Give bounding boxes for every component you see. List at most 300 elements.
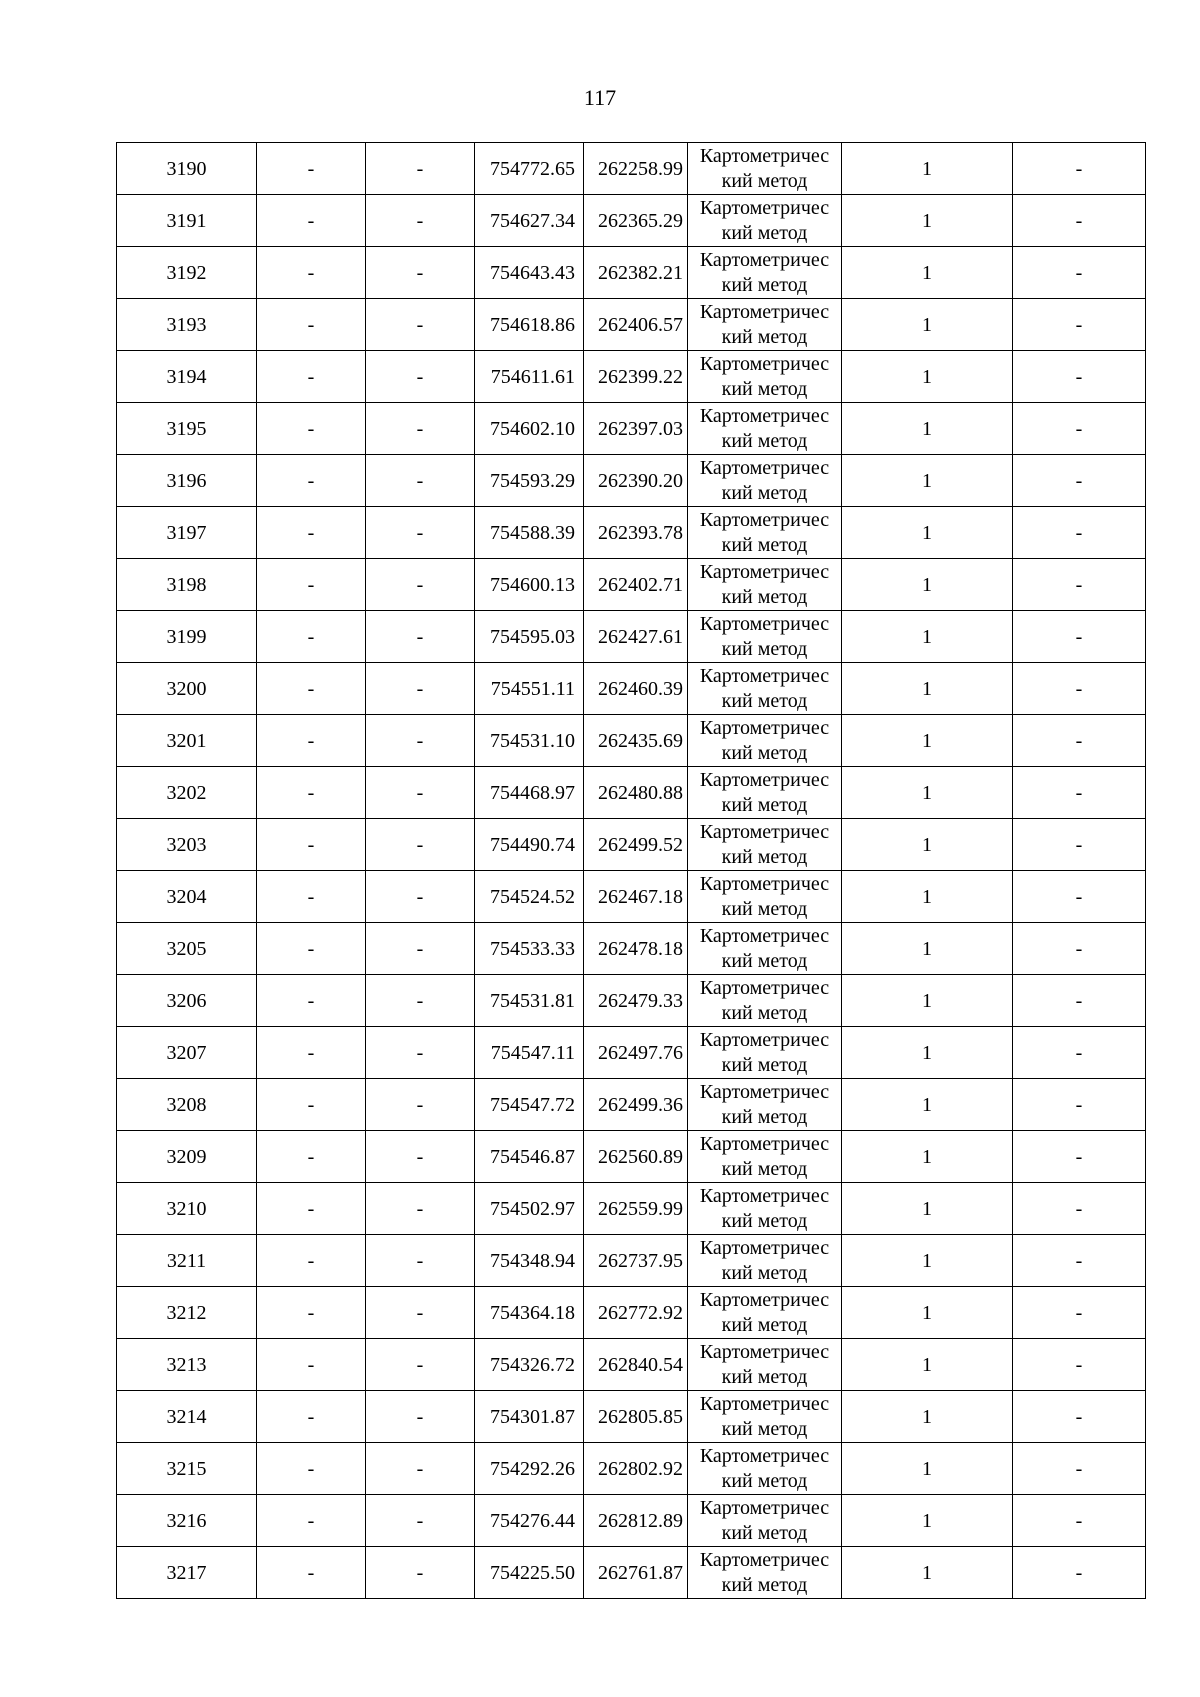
column-7-cell: 1 xyxy=(842,1495,1013,1547)
column-8-cell: - xyxy=(1013,299,1146,351)
column-3-cell: - xyxy=(366,1495,475,1547)
y-coordinate-cell: 262560.89 xyxy=(584,1131,688,1183)
method-text-line-2: кий метод xyxy=(721,170,808,192)
column-7-cell: 1 xyxy=(842,1339,1013,1391)
point-number-cell: 3216 xyxy=(117,1495,257,1547)
point-number-cell: 3192 xyxy=(117,247,257,299)
column-2-cell: - xyxy=(257,923,366,975)
method-text-line-2: кий метод xyxy=(721,950,808,972)
table-row xyxy=(117,559,1146,611)
method-text-line-1: Картометричес xyxy=(699,717,830,739)
column-8-cell: - xyxy=(1013,1183,1146,1235)
method-text-line-2: кий метод xyxy=(721,638,808,660)
x-coordinate-cell: 754600.13 xyxy=(475,559,584,611)
column-3-cell: - xyxy=(366,819,475,871)
column-3-cell: - xyxy=(366,351,475,403)
table-row xyxy=(117,715,1146,767)
method-text-line-1: Картометричес xyxy=(699,249,830,271)
column-8-cell: - xyxy=(1013,1547,1146,1599)
table-row xyxy=(117,455,1146,507)
table-row xyxy=(117,195,1146,247)
x-coordinate-cell: 754611.61 xyxy=(475,351,584,403)
method-cell xyxy=(688,1495,842,1547)
method-text-line-1: Картометричес xyxy=(699,1289,830,1311)
method-text-line-2: кий метод xyxy=(721,1054,808,1076)
method-cell xyxy=(688,767,842,819)
column-7-cell: 1 xyxy=(842,819,1013,871)
method-text-line-2: кий метод xyxy=(721,690,808,712)
method-text-line-1: Картометричес xyxy=(699,457,830,479)
method-text-line-2: кий метод xyxy=(721,1262,808,1284)
y-coordinate-cell: 262258.99 xyxy=(584,143,688,195)
method-text-line-1: Картометричес xyxy=(699,405,830,427)
x-coordinate-cell: 754225.50 xyxy=(475,1547,584,1599)
y-coordinate-cell: 262805.85 xyxy=(584,1391,688,1443)
column-7-cell: 1 xyxy=(842,1235,1013,1287)
method-cell xyxy=(688,871,842,923)
column-2-cell: - xyxy=(257,143,366,195)
column-7-cell: 1 xyxy=(842,871,1013,923)
point-number-cell: 3196 xyxy=(117,455,257,507)
method-text-line-2: кий метод xyxy=(721,222,808,244)
method-cell xyxy=(688,975,842,1027)
x-coordinate-cell: 754643.43 xyxy=(475,247,584,299)
column-8-cell: - xyxy=(1013,975,1146,1027)
column-3-cell: - xyxy=(366,1027,475,1079)
column-3-cell: - xyxy=(366,403,475,455)
column-8-cell: - xyxy=(1013,351,1146,403)
column-3-cell: - xyxy=(366,975,475,1027)
column-3-cell: - xyxy=(366,1339,475,1391)
column-8-cell: - xyxy=(1013,871,1146,923)
table-row xyxy=(117,1443,1146,1495)
x-coordinate-cell: 754348.94 xyxy=(475,1235,584,1287)
point-number-cell: 3203 xyxy=(117,819,257,871)
method-text-line-2: кий метод xyxy=(721,274,808,296)
point-number-cell: 3199 xyxy=(117,611,257,663)
column-7-cell: 1 xyxy=(842,403,1013,455)
table-row xyxy=(117,1131,1146,1183)
method-text-line-1: Картометричес xyxy=(699,1445,830,1467)
method-text-line-1: Картометричес xyxy=(699,1237,830,1259)
column-8-cell: - xyxy=(1013,819,1146,871)
column-8-cell: - xyxy=(1013,1131,1146,1183)
y-coordinate-cell: 262479.33 xyxy=(584,975,688,1027)
column-7-cell: 1 xyxy=(842,247,1013,299)
column-3-cell: - xyxy=(366,923,475,975)
point-number-cell: 3190 xyxy=(117,143,257,195)
method-cell xyxy=(688,1079,842,1131)
y-coordinate-cell: 262402.71 xyxy=(584,559,688,611)
y-coordinate-cell: 262390.20 xyxy=(584,455,688,507)
x-coordinate-cell: 754547.11 xyxy=(475,1027,584,1079)
column-8-cell: - xyxy=(1013,1443,1146,1495)
x-coordinate-cell: 754292.26 xyxy=(475,1443,584,1495)
point-number-cell: 3209 xyxy=(117,1131,257,1183)
column-2-cell: - xyxy=(257,1183,366,1235)
point-number-cell: 3211 xyxy=(117,1235,257,1287)
method-cell xyxy=(688,507,842,559)
point-number-cell: 3195 xyxy=(117,403,257,455)
column-7-cell: 1 xyxy=(842,1391,1013,1443)
method-text-line-1: Картометричес xyxy=(699,821,830,843)
table-row xyxy=(117,403,1146,455)
column-7-cell: 1 xyxy=(842,767,1013,819)
column-8-cell: - xyxy=(1013,1495,1146,1547)
table-row xyxy=(117,663,1146,715)
column-7-cell: 1 xyxy=(842,455,1013,507)
x-coordinate-cell: 754524.52 xyxy=(475,871,584,923)
column-7-cell: 1 xyxy=(842,1131,1013,1183)
column-8-cell: - xyxy=(1013,611,1146,663)
method-cell xyxy=(688,1131,842,1183)
column-8-cell: - xyxy=(1013,1287,1146,1339)
column-7-cell: 1 xyxy=(842,1443,1013,1495)
y-coordinate-cell: 262772.92 xyxy=(584,1287,688,1339)
point-number-cell: 3200 xyxy=(117,663,257,715)
method-text-line-2: кий метод xyxy=(721,1574,808,1596)
y-coordinate-cell: 262478.18 xyxy=(584,923,688,975)
table-row xyxy=(117,819,1146,871)
column-8-cell: - xyxy=(1013,715,1146,767)
column-8-cell: - xyxy=(1013,143,1146,195)
point-number-cell: 3212 xyxy=(117,1287,257,1339)
method-text-line-1: Картометричес xyxy=(699,1029,830,1051)
column-7-cell: 1 xyxy=(842,1183,1013,1235)
method-cell xyxy=(688,1443,842,1495)
method-cell xyxy=(688,143,842,195)
point-number-cell: 3201 xyxy=(117,715,257,767)
table-row xyxy=(117,975,1146,1027)
method-text-line-2: кий метод xyxy=(721,1470,808,1492)
column-2-cell: - xyxy=(257,351,366,403)
column-3-cell: - xyxy=(366,1547,475,1599)
point-number-cell: 3198 xyxy=(117,559,257,611)
point-number-cell: 3217 xyxy=(117,1547,257,1599)
method-cell xyxy=(688,1287,842,1339)
column-7-cell: 1 xyxy=(842,143,1013,195)
column-7-cell: 1 xyxy=(842,1547,1013,1599)
column-3-cell: - xyxy=(366,507,475,559)
method-text-line-1: Картометричес xyxy=(699,301,830,323)
table-row xyxy=(117,1547,1146,1599)
y-coordinate-cell: 262497.76 xyxy=(584,1027,688,1079)
column-2-cell: - xyxy=(257,1287,366,1339)
column-3-cell: - xyxy=(366,1391,475,1443)
method-cell xyxy=(688,455,842,507)
y-coordinate-cell: 262467.18 xyxy=(584,871,688,923)
y-coordinate-cell: 262393.78 xyxy=(584,507,688,559)
y-coordinate-cell: 262559.99 xyxy=(584,1183,688,1235)
method-text-line-1: Картометричес xyxy=(699,1393,830,1415)
method-cell xyxy=(688,351,842,403)
column-7-cell: 1 xyxy=(842,1287,1013,1339)
table-row xyxy=(117,507,1146,559)
method-cell xyxy=(688,611,842,663)
table-row xyxy=(117,1183,1146,1235)
column-2-cell: - xyxy=(257,767,366,819)
method-cell xyxy=(688,559,842,611)
method-text-line-1: Картометричес xyxy=(699,925,830,947)
method-text-line-1: Картометричес xyxy=(699,1133,830,1155)
method-cell xyxy=(688,1339,842,1391)
table-row xyxy=(117,871,1146,923)
column-2-cell: - xyxy=(257,455,366,507)
column-8-cell: - xyxy=(1013,663,1146,715)
column-3-cell: - xyxy=(366,1443,475,1495)
x-coordinate-cell: 754490.74 xyxy=(475,819,584,871)
table-row xyxy=(117,1391,1146,1443)
column-8-cell: - xyxy=(1013,559,1146,611)
column-8-cell: - xyxy=(1013,1235,1146,1287)
table-row xyxy=(117,1287,1146,1339)
x-coordinate-cell: 754595.03 xyxy=(475,611,584,663)
column-8-cell: - xyxy=(1013,1027,1146,1079)
method-cell xyxy=(688,1235,842,1287)
column-2-cell: - xyxy=(257,819,366,871)
column-8-cell: - xyxy=(1013,455,1146,507)
method-text-line-2: кий метод xyxy=(721,586,808,608)
x-coordinate-cell: 754588.39 xyxy=(475,507,584,559)
column-8-cell: - xyxy=(1013,1079,1146,1131)
point-number-cell: 3207 xyxy=(117,1027,257,1079)
column-3-cell: - xyxy=(366,663,475,715)
column-7-cell: 1 xyxy=(842,611,1013,663)
method-text-line-2: кий метод xyxy=(721,1314,808,1336)
y-coordinate-cell: 262480.88 xyxy=(584,767,688,819)
point-number-cell: 3204 xyxy=(117,871,257,923)
y-coordinate-cell: 262399.22 xyxy=(584,351,688,403)
point-number-cell: 3208 xyxy=(117,1079,257,1131)
method-text-line-2: кий метод xyxy=(721,1210,808,1232)
column-3-cell: - xyxy=(366,1131,475,1183)
y-coordinate-cell: 262840.54 xyxy=(584,1339,688,1391)
column-7-cell: 1 xyxy=(842,1079,1013,1131)
point-number-cell: 3197 xyxy=(117,507,257,559)
column-3-cell: - xyxy=(366,715,475,767)
coordinates-table xyxy=(116,142,1146,1599)
x-coordinate-cell: 754468.97 xyxy=(475,767,584,819)
method-text-line-1: Картометричес xyxy=(699,977,830,999)
column-2-cell: - xyxy=(257,247,366,299)
column-2-cell: - xyxy=(257,611,366,663)
column-8-cell: - xyxy=(1013,195,1146,247)
column-3-cell: - xyxy=(366,195,475,247)
column-3-cell: - xyxy=(366,1183,475,1235)
page-number: 117 xyxy=(583,85,617,110)
column-8-cell: - xyxy=(1013,1339,1146,1391)
column-7-cell: 1 xyxy=(842,351,1013,403)
x-coordinate-cell: 754364.18 xyxy=(475,1287,584,1339)
table-row xyxy=(117,1235,1146,1287)
table-row xyxy=(117,1027,1146,1079)
method-cell xyxy=(688,299,842,351)
x-coordinate-cell: 754533.33 xyxy=(475,923,584,975)
point-number-cell: 3215 xyxy=(117,1443,257,1495)
column-3-cell: - xyxy=(366,559,475,611)
table-row xyxy=(117,247,1146,299)
column-7-cell: 1 xyxy=(842,507,1013,559)
method-text-line-2: кий метод xyxy=(721,794,808,816)
method-text-line-1: Картометричес xyxy=(699,1081,830,1103)
x-coordinate-cell: 754301.87 xyxy=(475,1391,584,1443)
column-3-cell: - xyxy=(366,611,475,663)
column-7-cell: 1 xyxy=(842,559,1013,611)
table-row xyxy=(117,299,1146,351)
x-coordinate-cell: 754618.86 xyxy=(475,299,584,351)
column-8-cell: - xyxy=(1013,1391,1146,1443)
method-text-line-2: кий метод xyxy=(721,742,808,764)
column-8-cell: - xyxy=(1013,767,1146,819)
y-coordinate-cell: 262435.69 xyxy=(584,715,688,767)
method-text-line-1: Картометричес xyxy=(699,1185,830,1207)
method-text-line-1: Картометричес xyxy=(699,561,830,583)
column-8-cell: - xyxy=(1013,923,1146,975)
method-text-line-2: кий метод xyxy=(721,378,808,400)
y-coordinate-cell: 262761.87 xyxy=(584,1547,688,1599)
y-coordinate-cell: 262499.36 xyxy=(584,1079,688,1131)
column-3-cell: - xyxy=(366,247,475,299)
method-text-line-2: кий метод xyxy=(721,1002,808,1024)
column-2-cell: - xyxy=(257,715,366,767)
y-coordinate-cell: 262737.95 xyxy=(584,1235,688,1287)
method-text-line-1: Картометричес xyxy=(699,1549,830,1571)
y-coordinate-cell: 262460.39 xyxy=(584,663,688,715)
table-row xyxy=(117,351,1146,403)
column-3-cell: - xyxy=(366,871,475,923)
x-coordinate-cell: 754627.34 xyxy=(475,195,584,247)
column-8-cell: - xyxy=(1013,507,1146,559)
method-text-line-2: кий метод xyxy=(721,1158,808,1180)
column-2-cell: - xyxy=(257,1131,366,1183)
x-coordinate-cell: 754531.81 xyxy=(475,975,584,1027)
table-body xyxy=(117,143,1146,1599)
column-2-cell: - xyxy=(257,559,366,611)
column-2-cell: - xyxy=(257,507,366,559)
method-text-line-1: Картометричес xyxy=(699,665,830,687)
x-coordinate-cell: 754551.11 xyxy=(475,663,584,715)
y-coordinate-cell: 262365.29 xyxy=(584,195,688,247)
column-7-cell: 1 xyxy=(842,663,1013,715)
table-row xyxy=(117,1339,1146,1391)
point-number-cell: 3193 xyxy=(117,299,257,351)
method-cell xyxy=(688,663,842,715)
column-3-cell: - xyxy=(366,767,475,819)
point-number-cell: 3206 xyxy=(117,975,257,1027)
y-coordinate-cell: 262427.61 xyxy=(584,611,688,663)
column-2-cell: - xyxy=(257,1391,366,1443)
method-cell xyxy=(688,923,842,975)
method-text-line-2: кий метод xyxy=(721,1366,808,1388)
method-cell xyxy=(688,247,842,299)
method-text-line-1: Картометричес xyxy=(699,769,830,791)
x-coordinate-cell: 754547.72 xyxy=(475,1079,584,1131)
column-3-cell: - xyxy=(366,143,475,195)
x-coordinate-cell: 754546.87 xyxy=(475,1131,584,1183)
table-row xyxy=(117,143,1146,195)
method-text-line-2: кий метод xyxy=(721,1418,808,1440)
y-coordinate-cell: 262802.92 xyxy=(584,1443,688,1495)
x-coordinate-cell: 754602.10 xyxy=(475,403,584,455)
column-3-cell: - xyxy=(366,299,475,351)
column-2-cell: - xyxy=(257,195,366,247)
column-3-cell: - xyxy=(366,1079,475,1131)
method-text-line-2: кий метод xyxy=(721,846,808,868)
method-text-line-1: Картометричес xyxy=(699,613,830,635)
point-number-cell: 3202 xyxy=(117,767,257,819)
point-number-cell: 3191 xyxy=(117,195,257,247)
column-7-cell: 1 xyxy=(842,923,1013,975)
column-2-cell: - xyxy=(257,1547,366,1599)
point-number-cell: 3194 xyxy=(117,351,257,403)
method-cell xyxy=(688,195,842,247)
y-coordinate-cell: 262382.21 xyxy=(584,247,688,299)
point-number-cell: 3214 xyxy=(117,1391,257,1443)
method-text-line-2: кий метод xyxy=(721,326,808,348)
method-text-line-2: кий метод xyxy=(721,1106,808,1128)
column-2-cell: - xyxy=(257,871,366,923)
method-text-line-1: Картометричес xyxy=(699,145,830,167)
x-coordinate-cell: 754276.44 xyxy=(475,1495,584,1547)
method-text-line-1: Картометричес xyxy=(699,353,830,375)
x-coordinate-cell: 754326.72 xyxy=(475,1339,584,1391)
column-7-cell: 1 xyxy=(842,975,1013,1027)
method-text-line-1: Картометричес xyxy=(699,509,830,531)
column-2-cell: - xyxy=(257,1235,366,1287)
point-number-cell: 3213 xyxy=(117,1339,257,1391)
column-2-cell: - xyxy=(257,1339,366,1391)
y-coordinate-cell: 262499.52 xyxy=(584,819,688,871)
y-coordinate-cell: 262406.57 xyxy=(584,299,688,351)
method-text-line-2: кий метод xyxy=(721,482,808,504)
column-7-cell: 1 xyxy=(842,299,1013,351)
column-7-cell: 1 xyxy=(842,195,1013,247)
table-row xyxy=(117,767,1146,819)
method-cell xyxy=(688,1027,842,1079)
method-text-line-2: кий метод xyxy=(721,534,808,556)
column-2-cell: - xyxy=(257,975,366,1027)
method-text-line-2: кий метод xyxy=(721,898,808,920)
column-2-cell: - xyxy=(257,403,366,455)
method-text-line-1: Картометричес xyxy=(699,197,830,219)
column-2-cell: - xyxy=(257,663,366,715)
column-8-cell: - xyxy=(1013,247,1146,299)
column-8-cell: - xyxy=(1013,403,1146,455)
column-3-cell: - xyxy=(366,1235,475,1287)
method-text-line-1: Картометричес xyxy=(699,1497,830,1519)
column-3-cell: - xyxy=(366,1287,475,1339)
table-row xyxy=(117,611,1146,663)
column-7-cell: 1 xyxy=(842,1027,1013,1079)
y-coordinate-cell: 262397.03 xyxy=(584,403,688,455)
point-number-cell: 3205 xyxy=(117,923,257,975)
method-cell xyxy=(688,1547,842,1599)
y-coordinate-cell: 262812.89 xyxy=(584,1495,688,1547)
column-2-cell: - xyxy=(257,299,366,351)
method-cell xyxy=(688,403,842,455)
method-text-line-1: Картометричес xyxy=(699,873,830,895)
method-cell xyxy=(688,1391,842,1443)
method-cell xyxy=(688,715,842,767)
x-coordinate-cell: 754502.97 xyxy=(475,1183,584,1235)
column-3-cell: - xyxy=(366,455,475,507)
method-text-line-1: Картометричес xyxy=(699,1341,830,1363)
method-text-line-2: кий метод xyxy=(721,1522,808,1544)
x-coordinate-cell: 754593.29 xyxy=(475,455,584,507)
column-2-cell: - xyxy=(257,1079,366,1131)
method-cell xyxy=(688,1183,842,1235)
column-2-cell: - xyxy=(257,1495,366,1547)
